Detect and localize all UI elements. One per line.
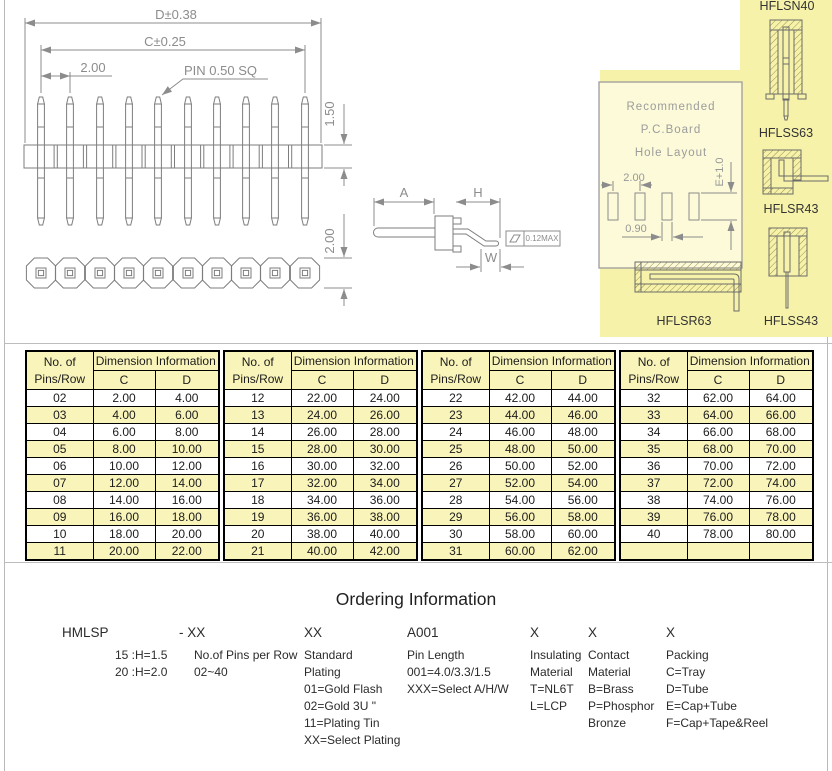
table-row [422, 441, 615, 458]
part-label-hflss43: HFLSS43 [763, 314, 819, 328]
table-cell: 12.00 [155, 458, 219, 475]
table-cell: 14 [224, 424, 291, 441]
table-cell: 4.00 [155, 390, 219, 407]
pin-sq-label: PIN 0.50 SQ [184, 63, 257, 78]
table-cell: 70.00 [749, 441, 813, 458]
table-row [224, 407, 417, 424]
ordering-option-line: B=Brass [588, 682, 634, 696]
ordering-title: Ordering Information [335, 589, 497, 609]
header-col-d: D [551, 371, 615, 390]
ordering-code-contact: X [588, 625, 598, 640]
table-cell: 44.00 [489, 407, 551, 424]
table-row [422, 509, 615, 526]
table-cell: 21 [224, 543, 291, 561]
table-row [620, 492, 813, 509]
table-cell: 13 [224, 407, 291, 424]
flatness-symbol [510, 235, 520, 242]
table-row [224, 492, 417, 509]
flatness-value: 0.12MAX [525, 234, 559, 243]
table-cell: 16 [224, 458, 291, 475]
table-cell: 19 [224, 509, 291, 526]
table-cell: 24.00 [291, 407, 353, 424]
dimension-table-group-3 [421, 350, 616, 561]
ordering-option-line: 001=4.0/3.3/1.5 [407, 665, 491, 679]
side-view [374, 185, 561, 272]
table-cell [687, 543, 749, 561]
table-cell: 6.00 [93, 424, 155, 441]
hole-width-label: 0.90 [625, 223, 647, 235]
table-row [224, 526, 417, 543]
ordering-option-line: Plating [304, 665, 341, 679]
table-cell: 28.00 [291, 441, 353, 458]
table-cell: 8.00 [155, 424, 219, 441]
dim-150-label: 1.50 [322, 101, 337, 127]
table-cell: 34.00 [353, 475, 417, 492]
table-cell: 60.00 [551, 526, 615, 543]
table-cell: 15 [224, 441, 291, 458]
housing-bar [24, 145, 322, 168]
header-pins: No. of Pins/Row [422, 351, 489, 390]
ordering-code-pins: - XX [179, 625, 206, 640]
table-row [422, 458, 615, 475]
table-row [422, 407, 615, 424]
table-cell: 74.00 [749, 475, 813, 492]
table-cell: 42.00 [353, 543, 417, 561]
table-cell: 50.00 [489, 458, 551, 475]
ordering-option-line: 20 :H=2.0 [115, 665, 168, 679]
dim-h-label: H [473, 185, 483, 200]
table-cell: 34.00 [291, 492, 353, 509]
table-cell: 35 [620, 441, 687, 458]
section-separator-top [4, 343, 832, 344]
hole-layout-title-3: Hole Layout [634, 147, 708, 159]
dimension-table-group-2 [223, 350, 418, 561]
table-cell: 6.00 [155, 407, 219, 424]
part-label-hflsn40: HFLSN40 [759, 0, 815, 13]
dim-a-label: A [399, 185, 409, 200]
ordering-options-pins [194, 647, 297, 681]
table-cell: 28 [422, 492, 489, 509]
table-cell: 52.00 [489, 475, 551, 492]
header-col-c: C [93, 371, 155, 390]
table-cell: 56.00 [551, 492, 615, 509]
table-cell: 62.00 [687, 390, 749, 407]
table-cell: 64.00 [749, 390, 813, 407]
table-cell: 72.00 [749, 458, 813, 475]
table-cell: 40 [620, 526, 687, 543]
table-cell: 76.00 [749, 492, 813, 509]
table-cell: 68.00 [749, 424, 813, 441]
table-cell: 78.00 [749, 509, 813, 526]
table-cell: 78.00 [687, 526, 749, 543]
table-row [26, 543, 219, 561]
table-cell: 76.00 [687, 509, 749, 526]
table-row [422, 526, 615, 543]
table-cell: 62.00 [551, 543, 615, 561]
table-cell: 22 [422, 390, 489, 407]
table-cell: 20 [224, 526, 291, 543]
table-cell: 05 [26, 441, 93, 458]
table-row [422, 424, 615, 441]
table-row [620, 424, 813, 441]
table-cell: 58.00 [489, 526, 551, 543]
table-cell: 36.00 [353, 492, 417, 509]
table-cell: 38.00 [291, 526, 353, 543]
table-row [422, 543, 615, 561]
ordering-option-line: Bronze [588, 716, 627, 730]
hole-layout-title-1: Recommended [626, 101, 716, 113]
table-cell: 26.00 [291, 424, 353, 441]
header-pins: No. of Pins/Row [224, 351, 291, 390]
table-cell: 25 [422, 441, 489, 458]
table-cell: 56.00 [489, 509, 551, 526]
header-dim-info: Dimension Information [291, 351, 417, 371]
header-pins: No. of Pins/Row [620, 351, 687, 390]
ordering-option-line: No.of Pins per Row [194, 648, 298, 662]
table-row [620, 407, 813, 424]
table-cell: 20.00 [155, 526, 219, 543]
hole-layout-title-2: P.C.Board [640, 124, 702, 136]
table-cell: 12 [224, 390, 291, 407]
table-cell: 44.00 [551, 390, 615, 407]
table-cell: 38.00 [353, 509, 417, 526]
header-col-c: C [489, 371, 551, 390]
hole-layout-box [599, 82, 742, 268]
table-row [26, 475, 219, 492]
table-cell: 52.00 [551, 458, 615, 475]
table-cell: 50.00 [551, 441, 615, 458]
ordering-code-plating: XX [304, 625, 323, 640]
ordering-option-line: XX=Select Plating [304, 733, 401, 747]
table-cell: 46.00 [489, 424, 551, 441]
table-row [422, 492, 615, 509]
ordering-option-line: 02=Gold 3U " [304, 699, 376, 713]
table-row [620, 390, 813, 407]
table-cell: 74.00 [687, 492, 749, 509]
table-cell: 02 [26, 390, 93, 407]
table-cell: 08 [26, 492, 93, 509]
front-view [24, 7, 352, 306]
table-cell [749, 543, 813, 561]
table-row [620, 475, 813, 492]
ordering-option-line: Standard [304, 648, 353, 662]
ordering-option-line: 01=Gold Flash [304, 682, 383, 696]
part-label-hflss63: HFLSS63 [758, 126, 814, 140]
ordering-information-section [0, 563, 832, 771]
table-cell: 28.00 [353, 424, 417, 441]
table-cell: 32.00 [291, 475, 353, 492]
table-row [224, 543, 417, 561]
table-cell: 32.00 [353, 458, 417, 475]
table-cell: 66.00 [687, 424, 749, 441]
table-cell: 30 [422, 526, 489, 543]
technical-drawing [0, 0, 832, 344]
table-row [224, 441, 417, 458]
table-cell: 14.00 [155, 475, 219, 492]
table-cell: 26.00 [353, 407, 417, 424]
hole-pitch-label: 2.00 [623, 172, 645, 184]
table-cell: 38 [620, 492, 687, 509]
table-cell: 16.00 [93, 509, 155, 526]
ordering-option-line: Contact [588, 648, 630, 662]
dimension-table-group-1 [25, 350, 220, 561]
table-row [620, 543, 813, 561]
table-cell: 4.00 [93, 407, 155, 424]
table-cell: 72.00 [687, 475, 749, 492]
table-cell: 07 [26, 475, 93, 492]
table-cell: 40.00 [353, 526, 417, 543]
header-dim-info: Dimension Information [93, 351, 219, 371]
table-cell: 03 [26, 407, 93, 424]
ordering-code-series: HMLSP [62, 625, 109, 640]
ordering-option-line: 11=Plating Tin [304, 716, 380, 730]
table-cell: 14.00 [93, 492, 155, 509]
table-row [620, 509, 813, 526]
ordering-option-line: 15 :H=1.5 [115, 648, 168, 662]
ordering-options-series [115, 647, 167, 681]
table-cell: 12.00 [93, 475, 155, 492]
table-row [26, 526, 219, 543]
table-cell: 68.00 [687, 441, 749, 458]
table-cell: 24.00 [353, 390, 417, 407]
table-cell [620, 543, 687, 561]
ordering-option-line: C=Tray [666, 665, 706, 679]
table-row [26, 390, 219, 407]
table-row [224, 509, 417, 526]
table-cell: 18.00 [155, 509, 219, 526]
header-col-c: C [687, 371, 749, 390]
table-cell: 11 [26, 543, 93, 561]
table-row [224, 475, 417, 492]
table-row [620, 441, 813, 458]
table-cell: 54.00 [489, 492, 551, 509]
table-row [422, 475, 615, 492]
table-row [224, 390, 417, 407]
table-cell: 10 [26, 526, 93, 543]
top-view [26, 258, 319, 288]
part-label-hflsr63: HFLSR63 [656, 314, 712, 328]
ordering-options-pin-length [407, 647, 509, 698]
table-cell: 48.00 [551, 424, 615, 441]
ordering-code-insulating: X [530, 625, 540, 640]
dim-c-label: C±0.25 [144, 34, 186, 49]
table-row [422, 390, 615, 407]
table-cell: 60.00 [489, 543, 551, 561]
dim-w-label: W [484, 250, 498, 265]
ordering-option-line: Packing [666, 648, 709, 662]
ordering-option-line: Material [588, 665, 631, 679]
header-col-d: D [155, 371, 219, 390]
table-cell: 22.00 [291, 390, 353, 407]
table-cell: 16.00 [155, 492, 219, 509]
ordering-option-line: L=LCP [530, 699, 568, 713]
ordering-option-line: E=Cap+Tube [666, 699, 737, 713]
table-cell: 34 [620, 424, 687, 441]
table-cell: 40.00 [291, 543, 353, 561]
table-cell: 36.00 [291, 509, 353, 526]
table-row [620, 526, 813, 543]
table-cell: 32 [620, 390, 687, 407]
table-cell: 30.00 [291, 458, 353, 475]
table-cell: 23 [422, 407, 489, 424]
table-cell: 64.00 [687, 407, 749, 424]
table-row [26, 441, 219, 458]
table-cell: 18.00 [93, 526, 155, 543]
table-cell: 04 [26, 424, 93, 441]
table-cell: 06 [26, 458, 93, 475]
table-row [26, 458, 219, 475]
table-cell: 33 [620, 407, 687, 424]
table-cell: 09 [26, 509, 93, 526]
table-cell: 58.00 [551, 509, 615, 526]
table-cell: 22.00 [155, 543, 219, 561]
ordering-option-line: T=NL6T [530, 682, 574, 696]
ordering-option-line: Insulating [530, 648, 582, 662]
table-cell: 17 [224, 475, 291, 492]
table-cell: 27 [422, 475, 489, 492]
table-cell: 2.00 [93, 390, 155, 407]
ordering-option-line: P=Phosphor [588, 699, 655, 713]
table-cell: 42.00 [489, 390, 551, 407]
dim-d-label: D±0.38 [155, 7, 197, 22]
ordering-code-pin-length: A001 [407, 625, 439, 640]
table-cell: 70.00 [687, 458, 749, 475]
table-cell: 26 [422, 458, 489, 475]
table-cell: 8.00 [93, 441, 155, 458]
table-cell: 46.00 [551, 407, 615, 424]
part-label-hflsr43: HFLSR43 [763, 202, 819, 216]
ordering-option-line: XXX=Select A/H/W [407, 682, 509, 696]
table-row [620, 458, 813, 475]
table-cell: 10.00 [155, 441, 219, 458]
table-cell: 48.00 [489, 441, 551, 458]
ordering-code-packing: X [666, 625, 676, 640]
table-row [224, 424, 417, 441]
table-row [26, 492, 219, 509]
ordering-options-packing [666, 647, 768, 732]
header-col-c: C [291, 371, 353, 390]
ordering-option-line: Material [530, 665, 573, 679]
header-dim-info: Dimension Information [687, 351, 813, 371]
table-cell: 20.00 [93, 543, 155, 561]
table-cell: 39 [620, 509, 687, 526]
ordering-option-line: D=Tube [666, 682, 709, 696]
table-cell: 29 [422, 509, 489, 526]
ordering-option-line: Pin Length [407, 648, 465, 662]
table-cell: 54.00 [551, 475, 615, 492]
dim-pitch-label: 2.00 [80, 60, 106, 75]
dimension-table [25, 350, 814, 561]
table-cell: 37 [620, 475, 687, 492]
ordering-options-contact [588, 647, 654, 732]
table-cell: 30.00 [353, 441, 417, 458]
table-cell: 24 [422, 424, 489, 441]
ordering-option-line: F=Cap+Tape&Reel [666, 716, 769, 730]
table-cell: 31 [422, 543, 489, 561]
ordering-options-insulating [530, 647, 581, 715]
table-cell: 80.00 [749, 526, 813, 543]
table-row [26, 407, 219, 424]
table-cell: 10.00 [93, 458, 155, 475]
hole-e-label: E+1.0 [714, 157, 726, 187]
ordering-options-plating [304, 647, 400, 749]
header-col-d: D [749, 371, 813, 390]
table-cell: 66.00 [749, 407, 813, 424]
table-cell: 18 [224, 492, 291, 509]
table-cell: 36 [620, 458, 687, 475]
table-row [26, 509, 219, 526]
table-row [26, 424, 219, 441]
dim-200v-label: 2.00 [322, 228, 337, 254]
header-pins: No. of Pins/Row [26, 351, 93, 390]
dimension-table-group-4 [619, 350, 814, 561]
header-col-d: D [353, 371, 417, 390]
ordering-option-line: 02~40 [194, 665, 228, 679]
table-row [224, 458, 417, 475]
header-dim-info: Dimension Information [489, 351, 615, 371]
